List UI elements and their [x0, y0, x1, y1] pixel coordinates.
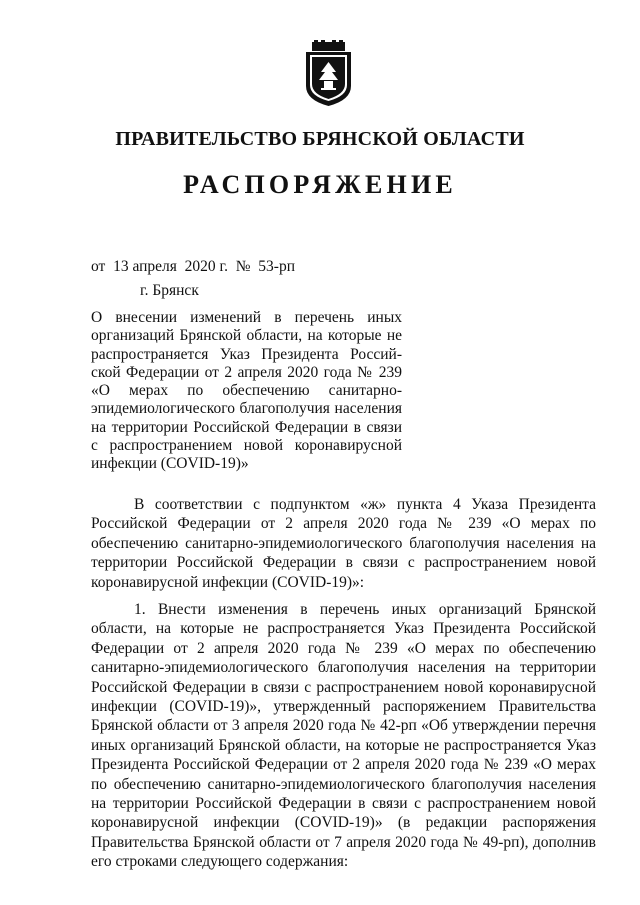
date-and-number: от 13 апреля 2020 г. № 53-рп [91, 258, 296, 275]
city-label: г. Брянск [140, 282, 199, 299]
coat-of-arms-emblem [300, 40, 357, 107]
document-subject: О внесении изменений в перечень иных организаций Брянской области, на которые не распространяется Указ Президента Российской Федерации от 2 апреля 2020 года № 239 «О мерах по обеспечению санитарно-эпидемиологического благополучия населения на территории Российской Федерации в связи с распространением новой коронавирусной инфекции (COVID-19)» [91, 309, 402, 473]
item-1-paragraph: 1. Внести изменения в перечень иных организаций Брянской области, на которые не распространяется Указ Президента Российской Федерации от 2 апреля 2020 года № 239 «О мерах по обеспечению санитарно-эпидемиологического благополучия населения на территории Российской Федерации в связи с распространением новой коронавирусной инфекции (COVID-19)», утвержденный распоряжением Правительства Брянской области от 3 апреля 2020 года № 42-рп «Об утверждении перечня иных организаций Брянской области, на которые не распространяется Указ Президента Российской Федерации от 2 апреля 2020 года № 239 «О мерах по обеспечению санитарно-эпидемиологического благополучия населения на территории Российской Федерации в связи с распространением новой коронавирусной инфекции (COVID-19)» (в редакции распоряжения Правительства Брянской области от 7 апреля 2020 года № 49-рп), дополнив его строками следующего содержания: [91, 601, 596, 871]
document-type-heading: РАСПОРЯЖЕНИЕ [183, 170, 457, 199]
government-title: ПРАВИТЕЛЬСТВО БРЯНСКОЙ ОБЛАСТИ [115, 128, 525, 150]
preamble-paragraph: В соответствии с подпунктом «ж» пункта 4 Указа Президента Российской Федерации от 2 апреля 2020 года № 239 «О мерах по обеспечению санитарно-эпидемиологического благополучия населения на территории Российской Федерации в связи с распространением новой коронавирусной инфекции (COVID-19)»: [91, 496, 596, 591]
